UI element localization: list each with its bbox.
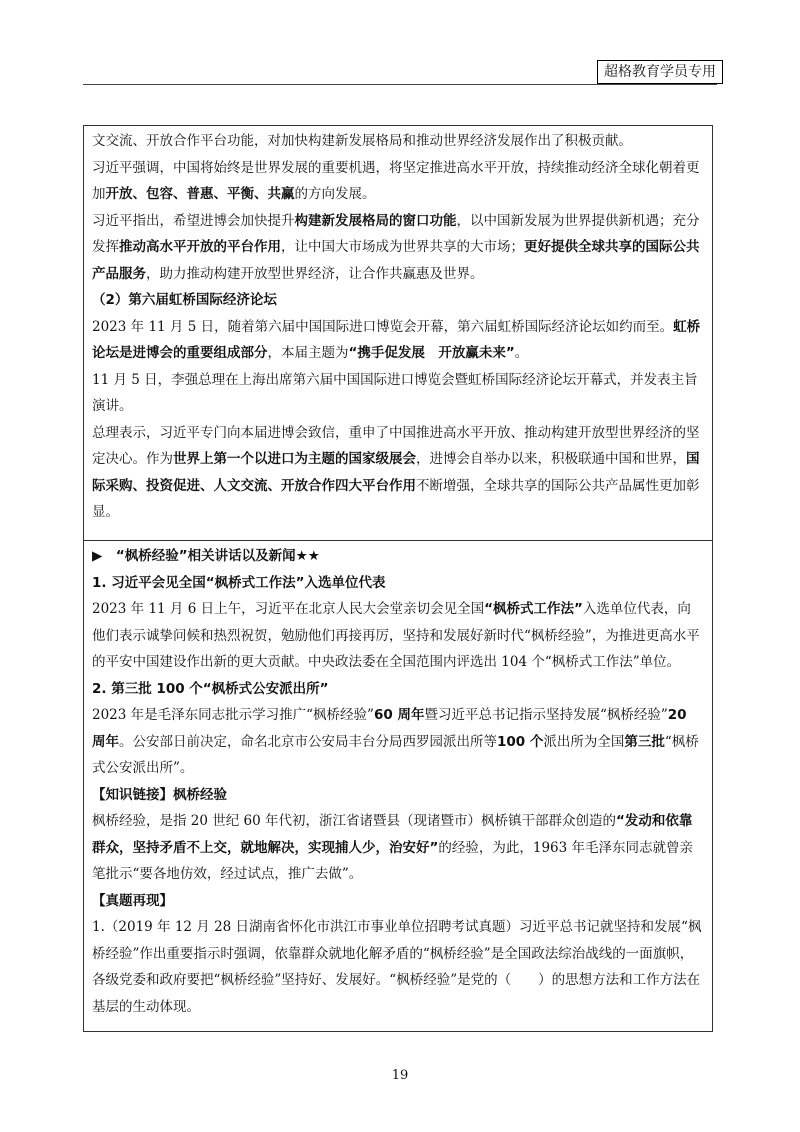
body-text: 入选单位代表，向他们表示诚挚问候和热烈祝贺，勉励他们再接再厉，坚持和发展好新时代“枫桥经验”，为推进更高水平的平安中国建设作出新的更大贡献。中央政法委在全国范围内评选出 104 个“枫桥式工作法”单位。 xyxy=(92,601,700,670)
paragraph xyxy=(92,543,704,570)
body-text: ，助力推动构建开放型世界经济，让合作共赢惠及世界。 xyxy=(146,265,484,282)
bold-text: ▶ “枫桥经验”相关讲话以及新闻★★ xyxy=(92,548,320,564)
body-text: 习近平指出，希望进博会加快提升 xyxy=(92,212,295,229)
bold-text: 2. 第三批 100 个“枫桥式公安派出所” xyxy=(92,680,329,697)
bold-text: （2）第六届虹桥国际经济论坛 xyxy=(92,292,277,308)
body-text: ，以中国新发展为世界提供新机遇；充分发挥 xyxy=(92,212,700,255)
body-text: “枫桥式公安派出所”。 xyxy=(92,733,699,776)
body-text: 2023 年 11 月 6 日上午，习近平在北京人民大会堂亲切会见全国 xyxy=(92,601,485,617)
bold-text: 【真题再现】 xyxy=(92,892,173,909)
bold-text: 开放、包容、普惠、平衡、共赢 xyxy=(105,186,295,202)
bold-text: 【知识链接】枫桥经验 xyxy=(92,786,227,803)
body-text: ，本届主题为 xyxy=(267,345,349,361)
body-text: ，进博会自举办以来，积极联通中国和世界， xyxy=(416,451,686,467)
paragraph xyxy=(92,888,704,915)
page-number: 19 xyxy=(391,1068,409,1083)
paragraph xyxy=(92,676,704,703)
body-text: 。公安部日前决定，命名北京市公安局丰台分局西罗园派出所等 xyxy=(119,733,497,750)
bold-text: 构建新发展格局的窗口功能 xyxy=(294,212,457,229)
bold-text: 推动高水平开放的平台作用 xyxy=(119,239,281,255)
bold-text: 虹桥论坛是进博会的重要组成部分 xyxy=(92,318,701,361)
bold-text: 100 个 xyxy=(497,733,544,750)
paragraph xyxy=(92,570,704,597)
body-text: 不断增强，全球共享的国际公共产品属性更加彰显。 xyxy=(92,477,700,520)
paragraph xyxy=(92,155,704,208)
body-text: 2023 年 11 月 5 日，随着第六届中国国际进口博览会开幕，第六届虹桥国际经济论坛如约而至。 xyxy=(92,318,674,335)
content-box-fengqiao xyxy=(83,541,713,1032)
paragraph xyxy=(92,702,704,782)
paragraph xyxy=(92,128,704,155)
paragraph xyxy=(92,314,704,367)
body-text: 习近平强调，中国将始终是世界发展的重要机遇，将坚定推进高水平开放，持续推动经济全球化朝着更加 xyxy=(92,159,700,202)
body-text: 1.（2019 年 12 月 28 日湖南省怀化市洪江市事业单位招聘考试真题）习近平总书记就坚持和发展“枫桥经验”作出重要指示时强调，依靠群众就地化解矛盾的“枫桥经验”是全国政法综治战线的一面旗帜，各级党委和政府要把“枫桥经验”坚持好、发展好。“枫桥经验”是党的（ ）的思想方法和工作方法在基层的生动体现。 xyxy=(92,919,702,1015)
bold-text: 第三批 xyxy=(624,733,665,750)
body-text: 文交流、开放合作平台功能，对加快构建新发展格局和推动世界经济发展作出了积极贡献。 xyxy=(92,133,632,149)
bold-text: 国际采购、投资促进、人文交流、开放合作四大平台作用 xyxy=(92,451,700,494)
content-box-jinbohui xyxy=(83,125,713,541)
bold-text: 世界上第一个以进口为主题的国家级展会 xyxy=(173,451,416,467)
bold-text: 1. 习近平会见全国“枫桥式工作法”入选单位代表 xyxy=(92,574,386,591)
body-text: 派出所为全国 xyxy=(543,733,625,750)
paragraph xyxy=(92,420,704,526)
paragraph xyxy=(92,287,704,314)
bold-text: 60 周年 xyxy=(373,707,425,723)
paragraph xyxy=(92,808,704,888)
header-tag: 超格教育学员专用 xyxy=(597,60,723,84)
paragraph xyxy=(92,367,704,420)
paragraph xyxy=(92,914,704,1020)
paragraph xyxy=(92,782,704,809)
body-text: 枫桥经验，是指 20 世纪 60 年代初，浙江省诸暨县（现诸暨市）枫桥镇干部群众创造的 xyxy=(92,813,617,829)
body-text: 11 月 5 日，李强总理在上海出席第六届中国国际进口博览会暨虹桥国际经济论坛开幕式，并发表主旨演讲。 xyxy=(92,371,698,414)
paragraph xyxy=(92,208,704,288)
body-text: 的经验，为此，1963 年毛泽东同志就曾亲笔批示“要各地仿效，经过试点，推广去做”。 xyxy=(92,839,694,882)
bold-text: “发动和依靠群众，坚持矛盾不上交，就地解决，实现捕人少，治安好” xyxy=(92,813,693,856)
header-divider xyxy=(83,84,717,85)
body-text: 总理表示，习近平专门向本届进博会致信，重申了中国推进高水平开放、推动构建开放型世界经济的坚定决心。作为 xyxy=(92,424,700,467)
body-text: 的方向发展。 xyxy=(294,186,376,202)
body-text: 。 xyxy=(514,345,529,361)
bold-text: “枫桥式工作法” xyxy=(484,601,583,617)
body-text: 暨习近平总书记指示坚持发展“枫桥经验” xyxy=(424,707,668,723)
bold-text: 更好提供全球共享的国际公共产品服务 xyxy=(92,239,700,282)
body-text: 2023 年是毛泽东同志批示学习推广“枫桥经验” xyxy=(92,707,374,723)
bold-text: 20 周年 xyxy=(92,707,687,750)
body-text: ，让中国大市场成为世界共享的大市场； xyxy=(281,239,524,255)
bold-text: “携手促发展 开放赢未来” xyxy=(348,345,515,361)
paragraph xyxy=(92,596,704,676)
